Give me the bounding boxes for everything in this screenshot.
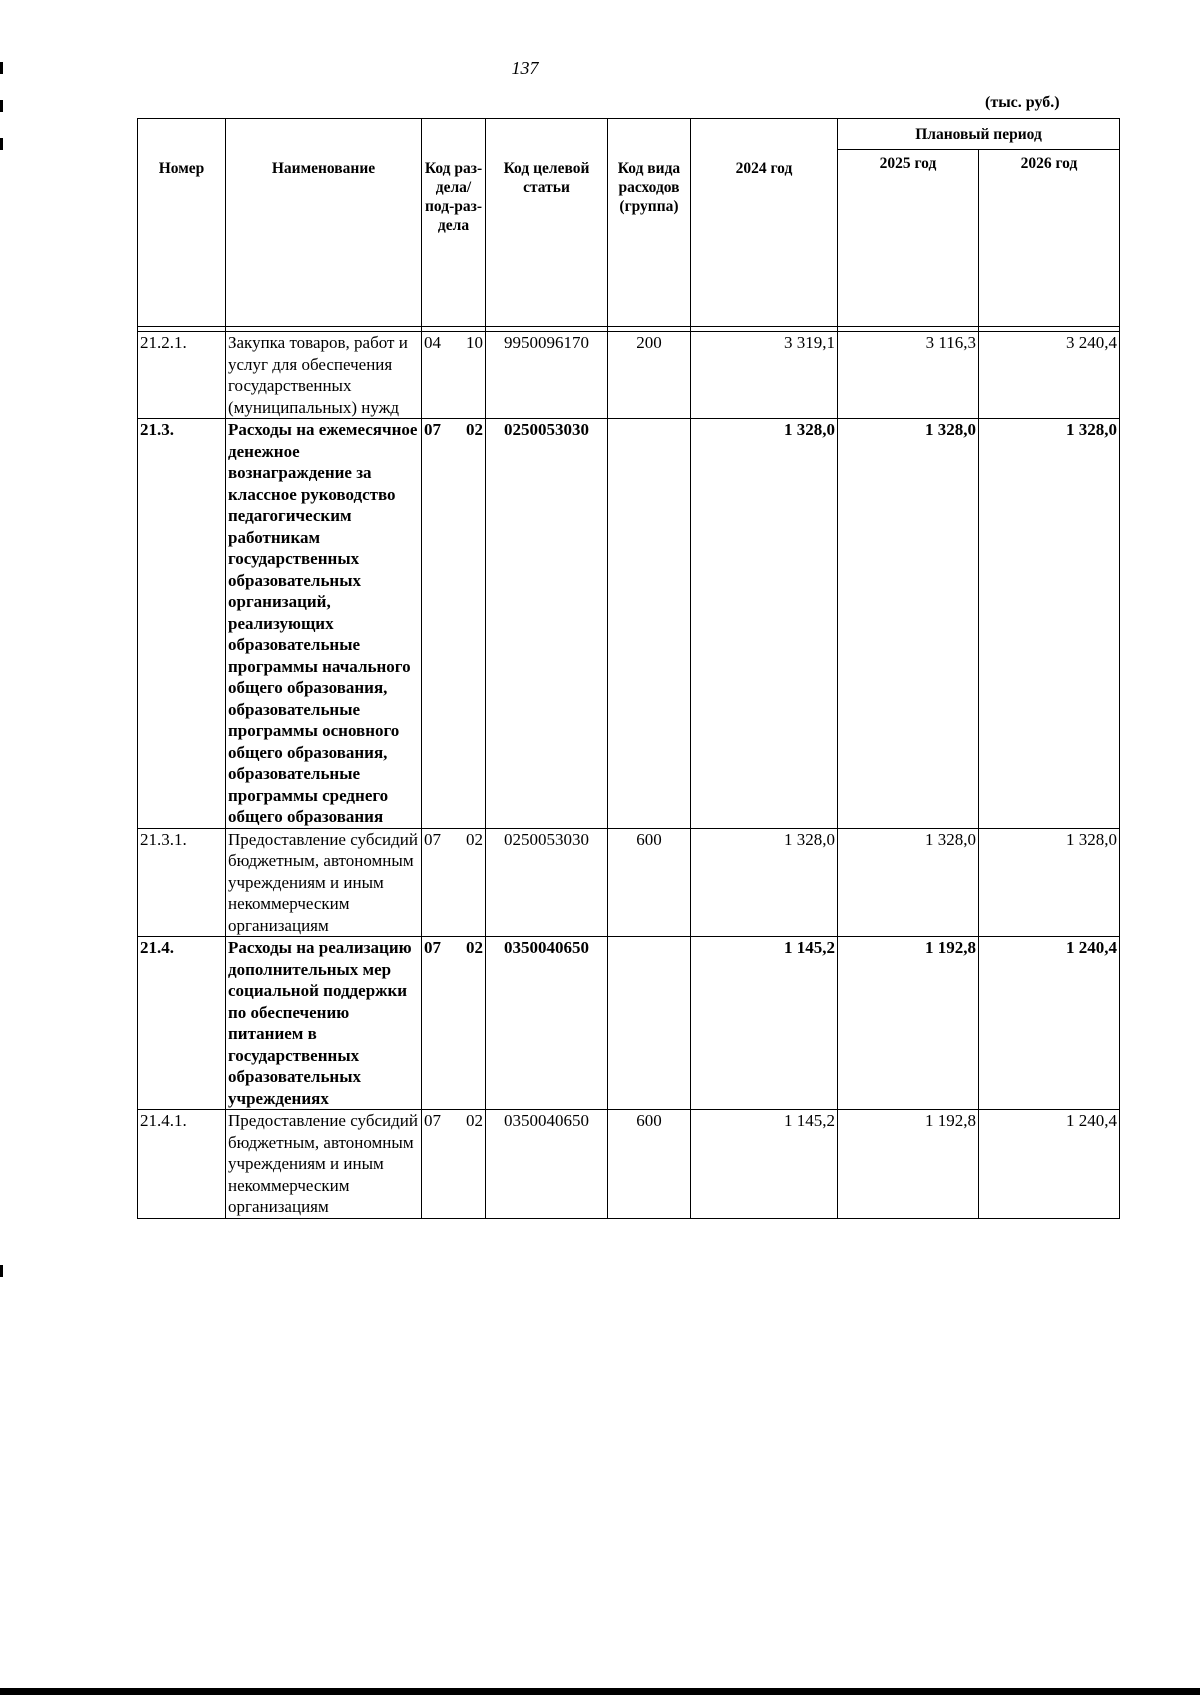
- row-2026: 1 328,0: [979, 828, 1120, 937]
- section-code: 07: [424, 938, 441, 957]
- row-target: 0350040650: [486, 1110, 608, 1219]
- scan-bottom-border: [0, 1688, 1200, 1695]
- row-2026: 1 328,0: [979, 419, 1120, 829]
- row-expense-type: 600: [608, 1110, 691, 1219]
- page-number: 137: [511, 58, 539, 78]
- section-code: 07: [424, 829, 441, 849]
- row-2026: 3 240,4: [979, 332, 1120, 419]
- table-row: [138, 937, 1120, 1110]
- row-number: 21.2.1.: [138, 332, 226, 419]
- header-expense-type: Код вида расходов (группа): [608, 119, 691, 327]
- row-name: Расходы на ежемесячное денежное вознаграждение за классное руководство педагогическим работникам государственных образовательных организаций, реализующих образовательные программы начального общего образования, образовательные программы основного общего образования, образовательные программы среднего общего образования: [226, 419, 422, 829]
- row-2025: 1 192,8: [838, 1110, 979, 1219]
- row-2025: 3 116,3: [838, 332, 979, 419]
- section-code: 07: [424, 1111, 441, 1130]
- subsection-code: 02: [466, 829, 483, 849]
- scan-edge-mark: [0, 1265, 3, 1277]
- subsection-code: 02: [466, 1111, 483, 1130]
- table-row: [138, 332, 1120, 419]
- row-expense-type: 200: [608, 332, 691, 419]
- row-2024: 1 145,2: [691, 937, 838, 1110]
- row-2025: 1 328,0: [838, 419, 979, 829]
- scan-edge-mark: [0, 62, 3, 74]
- row-2024: 1 145,2: [691, 1110, 838, 1219]
- row-2024: 1 328,0: [691, 828, 838, 937]
- row-section: [422, 1110, 486, 1219]
- row-section: [422, 332, 486, 419]
- table-row: [138, 419, 1120, 829]
- row-expense-type: [608, 419, 691, 829]
- row-2024: 1 328,0: [691, 419, 838, 829]
- row-expense-type: 600: [608, 828, 691, 937]
- row-number: 21.4.: [138, 937, 226, 1110]
- row-section: [422, 937, 486, 1110]
- row-target: 0250053030: [486, 419, 608, 829]
- row-2024: 3 319,1: [691, 332, 838, 419]
- subsection-code: 10: [466, 333, 483, 352]
- table-row: [138, 1110, 1120, 1219]
- header-name: Наименование: [226, 119, 422, 327]
- scan-edge-mark: [0, 100, 3, 112]
- row-section: [422, 419, 486, 829]
- row-2026: 1 240,4: [979, 937, 1120, 1110]
- row-target: 9950096170: [486, 332, 608, 419]
- section-code: 04: [424, 333, 441, 352]
- row-2025: 1 192,8: [838, 937, 979, 1110]
- row-expense-type: [608, 937, 691, 1110]
- budget-table: [137, 118, 1120, 1219]
- header-year-2024: 2024 год: [691, 119, 838, 327]
- section-code: 07: [424, 420, 441, 439]
- header-year-2026: 2026 год: [979, 150, 1120, 327]
- row-number: 21.4.1.: [138, 1110, 226, 1219]
- row-name: Предоставление субсидий бюджетным, автономным учреждениям и иным некоммерческим организациям: [226, 828, 422, 937]
- subsection-code: 02: [466, 938, 483, 957]
- scan-edge-mark: [0, 138, 3, 150]
- table-row: [138, 828, 1120, 937]
- row-name: Закупка товаров, работ и услуг для обеспечения государственных (муниципальных) нужд: [226, 332, 422, 419]
- row-target: 0250053030: [486, 828, 608, 937]
- row-number: 21.3.1.: [138, 828, 226, 937]
- header-number: Номер: [138, 119, 226, 327]
- row-section: [422, 828, 486, 937]
- header-planned-period: Плановый период: [838, 119, 1120, 150]
- row-number: 21.3.: [138, 419, 226, 829]
- row-2026: 1 240,4: [979, 1110, 1120, 1219]
- row-name: Предоставление субсидий бюджетным, автономным учреждениям и иным некоммерческим организациям: [226, 1110, 422, 1219]
- units-label: (тыс. руб.): [985, 94, 1060, 111]
- row-target: 0350040650: [486, 937, 608, 1110]
- header-target: Код целевой статьи: [486, 119, 608, 327]
- subsection-code: 02: [466, 420, 483, 439]
- row-2025: 1 328,0: [838, 828, 979, 937]
- row-name: Расходы на реализацию дополнительных мер социальной поддержки по обеспечению питанием в государственных образовательных учреждениях: [226, 937, 422, 1110]
- header-row-top: [138, 119, 1120, 150]
- header-section: Код раз-дела/ под-раз-дела: [422, 119, 486, 327]
- header-year-2025: 2025 год: [838, 150, 979, 327]
